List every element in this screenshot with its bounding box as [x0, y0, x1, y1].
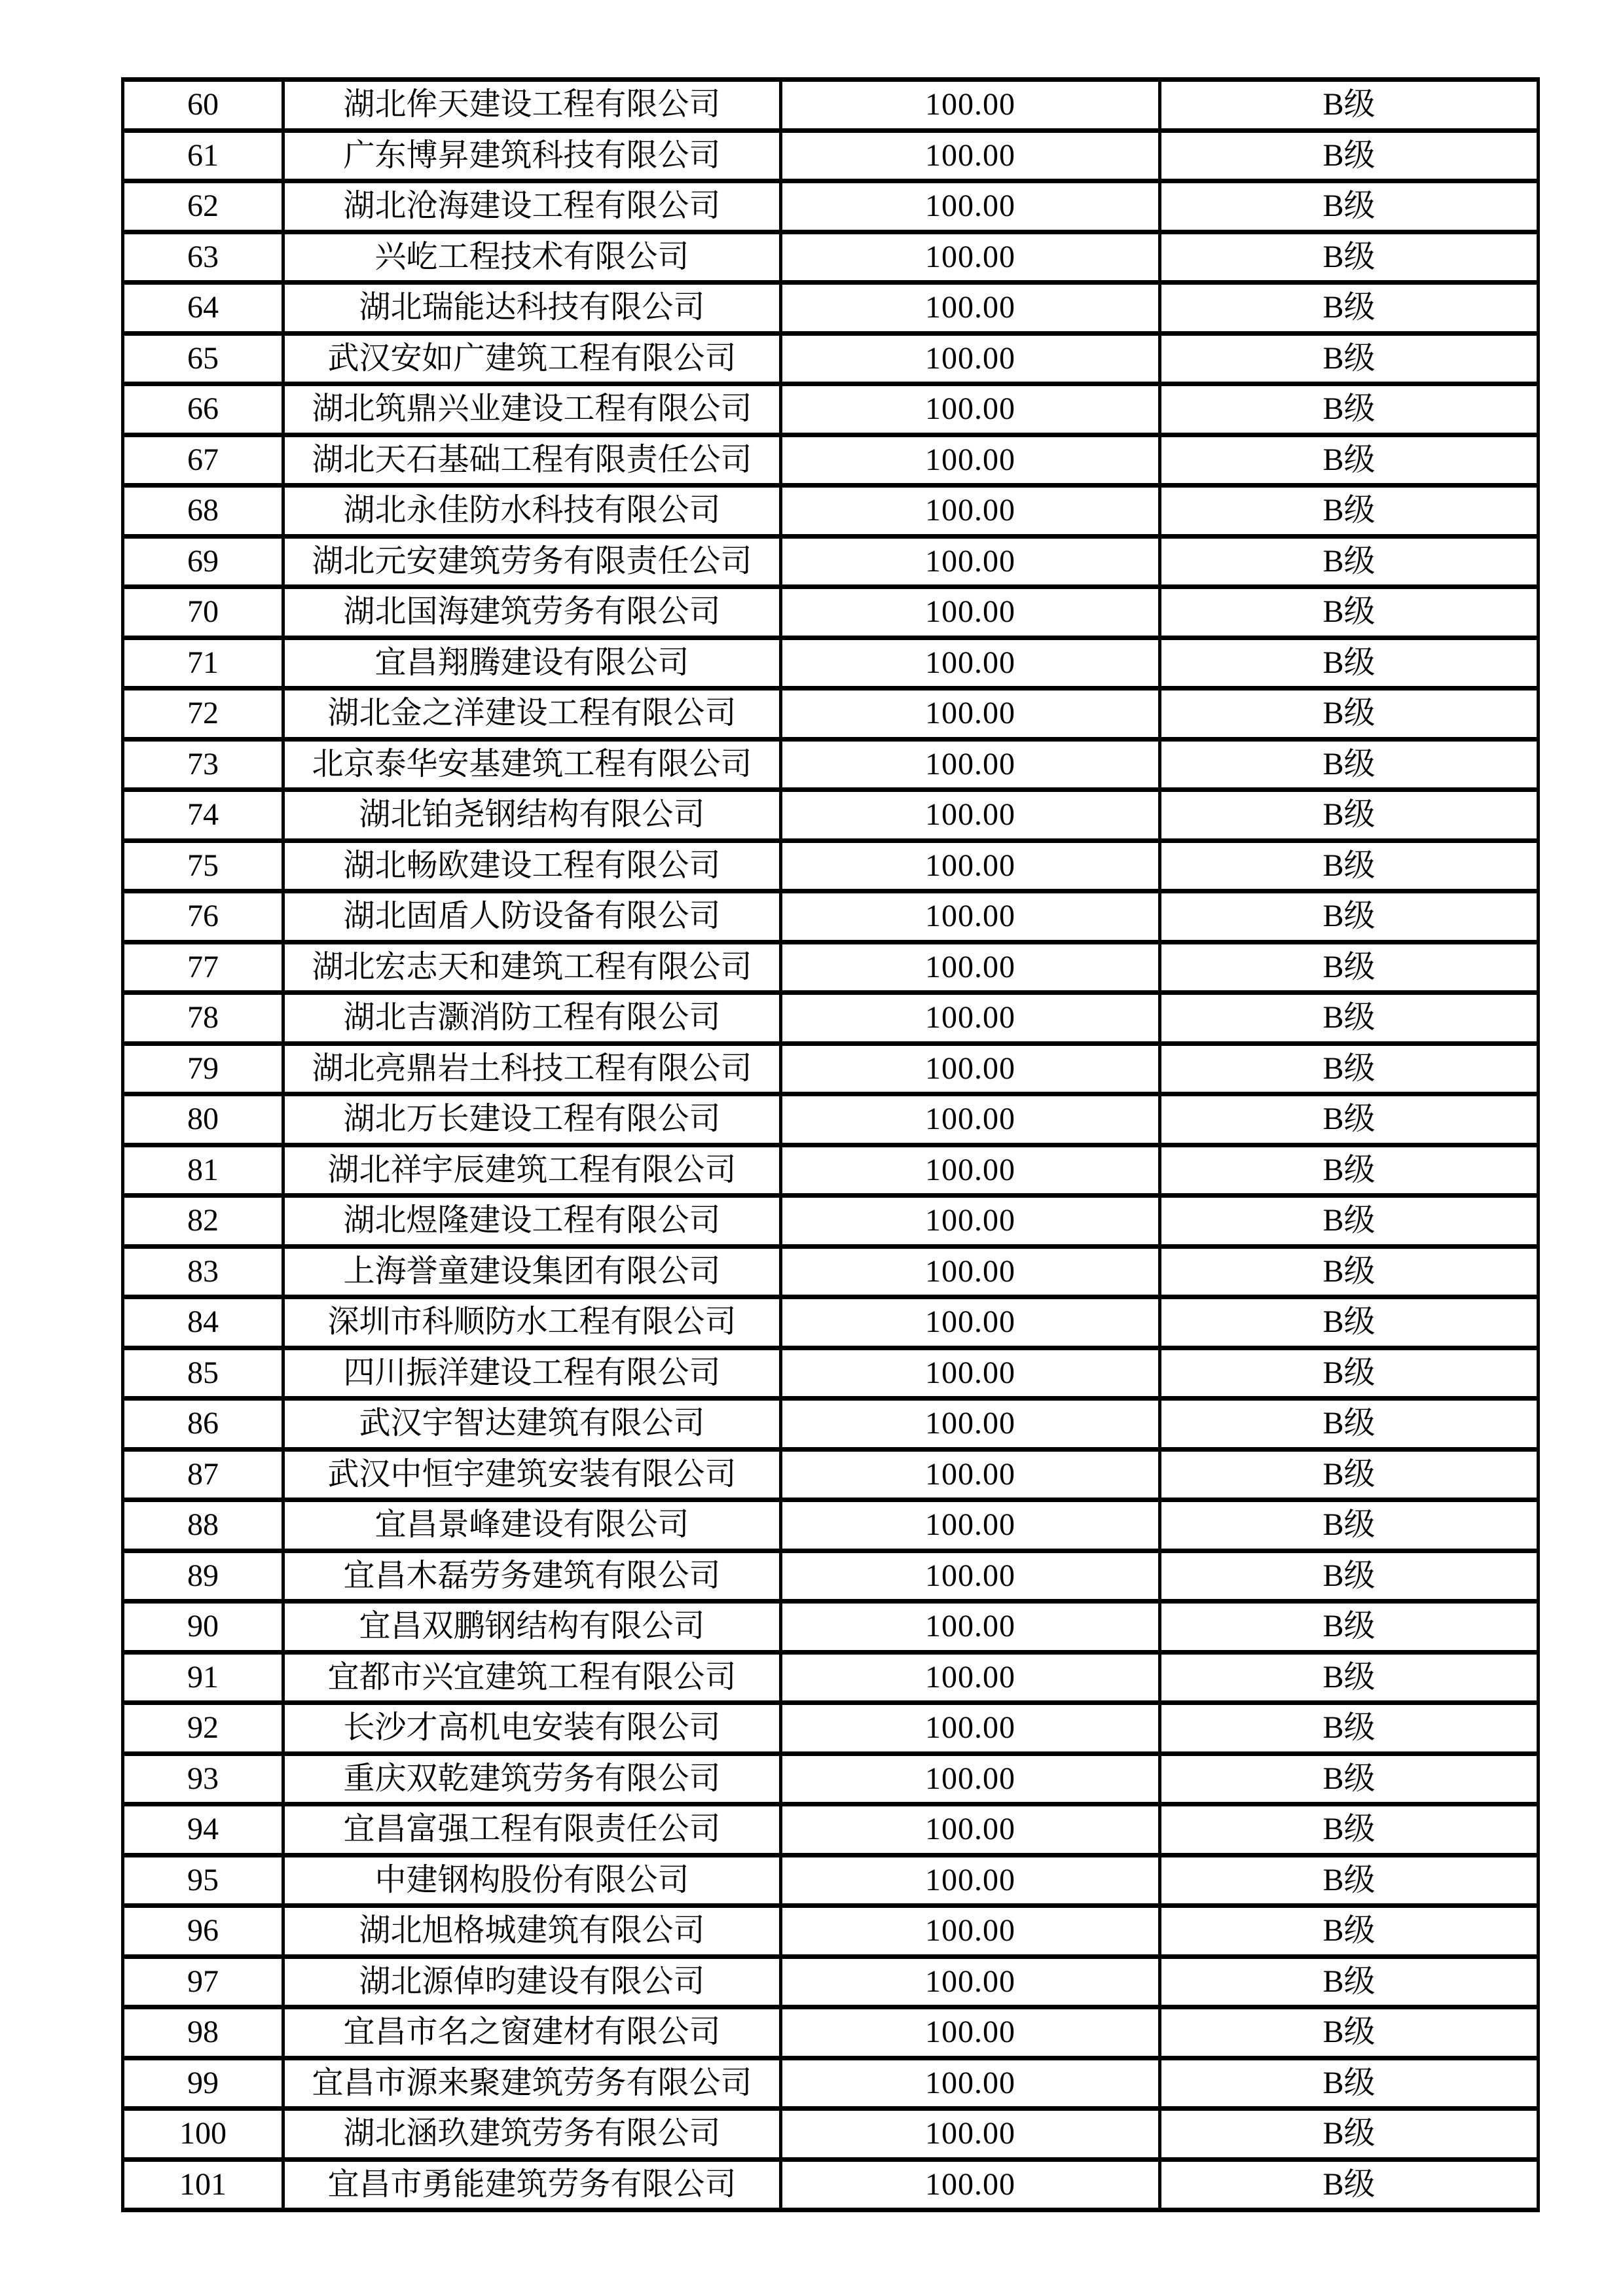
- cell-grade: B级: [1160, 283, 1539, 334]
- cell-score: 100.00: [781, 181, 1160, 232]
- cell-grade: B级: [1160, 1145, 1539, 1196]
- table-row: [123, 637, 1539, 689]
- cell-grade: B级: [1160, 790, 1539, 841]
- cell-score: 100.00: [781, 942, 1160, 993]
- cell-index: 76: [123, 891, 283, 942]
- cell-company-name: 武汉宇智达建筑有限公司: [283, 1399, 781, 1450]
- table-row: [123, 1500, 1539, 1551]
- cell-index: 91: [123, 1652, 283, 1703]
- cell-company-name: 中建钢构股份有限公司: [283, 1855, 781, 1906]
- table-row: [123, 1043, 1539, 1094]
- cell-company-name: 四川振洋建设工程有限公司: [283, 1348, 781, 1399]
- table-row: [123, 1855, 1539, 1906]
- cell-grade: B级: [1160, 181, 1539, 232]
- cell-index: 94: [123, 1804, 283, 1856]
- cell-index: 62: [123, 181, 283, 232]
- cell-index: 101: [123, 2159, 283, 2210]
- cell-grade: B级: [1160, 2007, 1539, 2058]
- cell-grade: B级: [1160, 333, 1539, 384]
- cell-score: 100.00: [781, 1399, 1160, 1450]
- cell-score: 100.00: [781, 2007, 1160, 2058]
- cell-grade: B级: [1160, 1855, 1539, 1906]
- cell-score: 100.00: [781, 1449, 1160, 1500]
- cell-grade: B级: [1160, 1703, 1539, 1754]
- cell-company-name: 湖北畅欧建设工程有限公司: [283, 840, 781, 891]
- table-row: [123, 1652, 1539, 1703]
- cell-company-name: 宜昌木磊劳务建筑有限公司: [283, 1551, 781, 1602]
- cell-company-name: 湖北元安建筑劳务有限责任公司: [283, 536, 781, 587]
- cell-company-name: 上海誉童建设集团有限公司: [283, 1246, 781, 1297]
- cell-company-name: 武汉中恒宇建筑安装有限公司: [283, 1449, 781, 1500]
- cell-grade: B级: [1160, 993, 1539, 1044]
- cell-score: 100.00: [781, 739, 1160, 790]
- cell-score: 100.00: [781, 1043, 1160, 1094]
- cell-score: 100.00: [781, 1196, 1160, 1247]
- cell-grade: B级: [1160, 1094, 1539, 1145]
- cell-index: 97: [123, 1956, 283, 2007]
- cell-company-name: 武汉安如广建筑工程有限公司: [283, 333, 781, 384]
- table-row: [123, 232, 1539, 283]
- cell-index: 85: [123, 1348, 283, 1399]
- cell-company-name: 宜都市兴宜建筑工程有限公司: [283, 1652, 781, 1703]
- table-row: [123, 993, 1539, 1044]
- cell-score: 100.00: [781, 1094, 1160, 1145]
- cell-company-name: 湖北万长建设工程有限公司: [283, 1094, 781, 1145]
- cell-company-name: 湖北祥宇辰建筑工程有限公司: [283, 1145, 781, 1196]
- cell-score: 100.00: [781, 1804, 1160, 1856]
- cell-index: 73: [123, 739, 283, 790]
- cell-company-name: 湖北亮鼎岩土科技工程有限公司: [283, 1043, 781, 1094]
- cell-score: 100.00: [781, 1602, 1160, 1653]
- cell-grade: B级: [1160, 2159, 1539, 2210]
- cell-score: 100.00: [781, 486, 1160, 537]
- cell-grade: B级: [1160, 1652, 1539, 1703]
- cell-index: 93: [123, 1753, 283, 1804]
- cell-score: 100.00: [781, 993, 1160, 1044]
- cell-company-name: 宜昌双鹏钢结构有限公司: [283, 1602, 781, 1653]
- table-row: [123, 1348, 1539, 1399]
- cell-company-name: 宜昌市勇能建筑劳务有限公司: [283, 2159, 781, 2210]
- cell-score: 100.00: [781, 891, 1160, 942]
- table-row: [123, 840, 1539, 891]
- cell-grade: B级: [1160, 486, 1539, 537]
- cell-grade: B级: [1160, 1551, 1539, 1602]
- cell-company-name: 湖北固盾人防设备有限公司: [283, 891, 781, 942]
- cell-grade: B级: [1160, 1956, 1539, 2007]
- cell-index: 60: [123, 80, 283, 131]
- cell-grade: B级: [1160, 1196, 1539, 1247]
- cell-score: 100.00: [781, 536, 1160, 587]
- cell-index: 69: [123, 536, 283, 587]
- company-rating-table: [121, 77, 1540, 2212]
- table-body: [123, 80, 1539, 2210]
- cell-company-name: 宜昌景峰建设有限公司: [283, 1500, 781, 1551]
- cell-index: 80: [123, 1094, 283, 1145]
- cell-index: 70: [123, 587, 283, 638]
- table-row: [123, 1449, 1539, 1500]
- cell-index: 100: [123, 2109, 283, 2160]
- cell-company-name: 北京泰华安基建筑工程有限公司: [283, 739, 781, 790]
- table-row: [123, 536, 1539, 587]
- table-row: [123, 1399, 1539, 1450]
- table-row: [123, 1094, 1539, 1145]
- cell-company-name: 湖北金之洋建设工程有限公司: [283, 689, 781, 740]
- cell-score: 100.00: [781, 1956, 1160, 2007]
- cell-index: 68: [123, 486, 283, 537]
- table-row: [123, 333, 1539, 384]
- table-row: [123, 1956, 1539, 2007]
- cell-company-name: 湖北铂尧钢结构有限公司: [283, 790, 781, 841]
- cell-grade: B级: [1160, 1602, 1539, 1653]
- table-row: [123, 1703, 1539, 1754]
- cell-grade: B级: [1160, 1906, 1539, 1957]
- cell-score: 100.00: [781, 1753, 1160, 1804]
- cell-score: 100.00: [781, 1348, 1160, 1399]
- cell-score: 100.00: [781, 840, 1160, 891]
- cell-score: 100.00: [781, 1652, 1160, 1703]
- cell-company-name: 湖北天石基础工程有限责任公司: [283, 435, 781, 486]
- cell-grade: B级: [1160, 232, 1539, 283]
- cell-company-name: 湖北沧海建设工程有限公司: [283, 181, 781, 232]
- cell-company-name: 湖北吉灏消防工程有限公司: [283, 993, 781, 1044]
- cell-index: 84: [123, 1297, 283, 1348]
- cell-grade: B级: [1160, 1246, 1539, 1297]
- cell-grade: B级: [1160, 1399, 1539, 1450]
- cell-index: 67: [123, 435, 283, 486]
- table-row: [123, 891, 1539, 942]
- cell-company-name: 宜昌市名之窗建材有限公司: [283, 2007, 781, 2058]
- cell-index: 81: [123, 1145, 283, 1196]
- cell-company-name: 宜昌市源来聚建筑劳务有限公司: [283, 2058, 781, 2109]
- table-row: [123, 1804, 1539, 1856]
- cell-index: 89: [123, 1551, 283, 1602]
- table-row: [123, 2007, 1539, 2058]
- cell-company-name: 重庆双乾建筑劳务有限公司: [283, 1753, 781, 1804]
- cell-index: 88: [123, 1500, 283, 1551]
- cell-grade: B级: [1160, 2058, 1539, 2109]
- cell-index: 72: [123, 689, 283, 740]
- table-row: [123, 1297, 1539, 1348]
- cell-score: 100.00: [781, 283, 1160, 334]
- cell-grade: B级: [1160, 1043, 1539, 1094]
- cell-grade: B级: [1160, 2109, 1539, 2160]
- cell-score: 100.00: [781, 1855, 1160, 1906]
- cell-company-name: 湖北涵玖建筑劳务有限公司: [283, 2109, 781, 2160]
- cell-index: 83: [123, 1246, 283, 1297]
- cell-index: 90: [123, 1602, 283, 1653]
- cell-grade: B级: [1160, 1753, 1539, 1804]
- cell-index: 74: [123, 790, 283, 841]
- cell-index: 92: [123, 1703, 283, 1754]
- cell-grade: B级: [1160, 587, 1539, 638]
- cell-grade: B级: [1160, 536, 1539, 587]
- table-row: [123, 181, 1539, 232]
- cell-grade: B级: [1160, 435, 1539, 486]
- cell-grade: B级: [1160, 80, 1539, 131]
- cell-index: 87: [123, 1449, 283, 1500]
- cell-index: 65: [123, 333, 283, 384]
- cell-company-name: 宜昌富强工程有限责任公司: [283, 1804, 781, 1856]
- cell-grade: B级: [1160, 891, 1539, 942]
- table-row: [123, 790, 1539, 841]
- table-row: [123, 1602, 1539, 1653]
- cell-index: 66: [123, 384, 283, 435]
- cell-score: 100.00: [781, 637, 1160, 689]
- cell-grade: B级: [1160, 840, 1539, 891]
- cell-company-name: 宜昌翔腾建设有限公司: [283, 637, 781, 689]
- cell-grade: B级: [1160, 1804, 1539, 1856]
- table-row: [123, 1145, 1539, 1196]
- table-row: [123, 689, 1539, 740]
- cell-grade: B级: [1160, 1297, 1539, 1348]
- cell-grade: B级: [1160, 942, 1539, 993]
- cell-score: 100.00: [781, 130, 1160, 181]
- table-row: [123, 1551, 1539, 1602]
- table-row: [123, 2109, 1539, 2160]
- cell-grade: B级: [1160, 689, 1539, 740]
- cell-company-name: 广东博昇建筑科技有限公司: [283, 130, 781, 181]
- table-row: [123, 1906, 1539, 1957]
- cell-grade: B级: [1160, 1500, 1539, 1551]
- cell-score: 100.00: [781, 2109, 1160, 2160]
- cell-grade: B级: [1160, 637, 1539, 689]
- table-row: [123, 942, 1539, 993]
- cell-index: 96: [123, 1906, 283, 1957]
- cell-company-name: 湖北永佳防水科技有限公司: [283, 486, 781, 537]
- cell-score: 100.00: [781, 2159, 1160, 2210]
- cell-grade: B级: [1160, 130, 1539, 181]
- table-row: [123, 486, 1539, 537]
- cell-index: 79: [123, 1043, 283, 1094]
- cell-grade: B级: [1160, 739, 1539, 790]
- table-row: [123, 2058, 1539, 2109]
- cell-company-name: 深圳市科顺防水工程有限公司: [283, 1297, 781, 1348]
- table-row: [123, 130, 1539, 181]
- cell-company-name: 长沙才高机电安装有限公司: [283, 1703, 781, 1754]
- cell-score: 100.00: [781, 790, 1160, 841]
- table-row: [123, 739, 1539, 790]
- table-row: [123, 2159, 1539, 2210]
- cell-company-name: 湖北煜隆建设工程有限公司: [283, 1196, 781, 1247]
- cell-index: 71: [123, 637, 283, 689]
- cell-score: 100.00: [781, 1246, 1160, 1297]
- cell-company-name: 湖北源倬昀建设有限公司: [283, 1956, 781, 2007]
- cell-index: 61: [123, 130, 283, 181]
- cell-score: 100.00: [781, 1500, 1160, 1551]
- cell-grade: B级: [1160, 1348, 1539, 1399]
- table-row: [123, 1753, 1539, 1804]
- cell-company-name: 湖北旭格城建筑有限公司: [283, 1906, 781, 1957]
- table-row: [123, 384, 1539, 435]
- cell-score: 100.00: [781, 80, 1160, 131]
- cell-company-name: 湖北瑞能达科技有限公司: [283, 283, 781, 334]
- cell-company-name: 兴屹工程技术有限公司: [283, 232, 781, 283]
- table-row: [123, 80, 1539, 131]
- cell-index: 63: [123, 232, 283, 283]
- cell-index: 78: [123, 993, 283, 1044]
- cell-index: 86: [123, 1399, 283, 1450]
- cell-company-name: 湖北国海建筑劳务有限公司: [283, 587, 781, 638]
- cell-index: 98: [123, 2007, 283, 2058]
- cell-index: 99: [123, 2058, 283, 2109]
- cell-score: 100.00: [781, 435, 1160, 486]
- table-row: [123, 1196, 1539, 1247]
- cell-score: 100.00: [781, 1551, 1160, 1602]
- cell-index: 82: [123, 1196, 283, 1247]
- cell-index: 95: [123, 1855, 283, 1906]
- cell-score: 100.00: [781, 333, 1160, 384]
- table-row: [123, 587, 1539, 638]
- cell-score: 100.00: [781, 2058, 1160, 2109]
- cell-index: 77: [123, 942, 283, 993]
- cell-company-name: 湖北侔天建设工程有限公司: [283, 80, 781, 131]
- table-row: [123, 283, 1539, 334]
- cell-score: 100.00: [781, 587, 1160, 638]
- cell-score: 100.00: [781, 689, 1160, 740]
- cell-grade: B级: [1160, 1449, 1539, 1500]
- cell-score: 100.00: [781, 232, 1160, 283]
- cell-company-name: 湖北宏志天和建筑工程有限公司: [283, 942, 781, 993]
- table-row: [123, 435, 1539, 486]
- cell-index: 75: [123, 840, 283, 891]
- cell-company-name: 湖北筑鼎兴业建设工程有限公司: [283, 384, 781, 435]
- cell-score: 100.00: [781, 1906, 1160, 1957]
- cell-score: 100.00: [781, 384, 1160, 435]
- cell-score: 100.00: [781, 1703, 1160, 1754]
- cell-grade: B级: [1160, 384, 1539, 435]
- table-row: [123, 1246, 1539, 1297]
- cell-score: 100.00: [781, 1145, 1160, 1196]
- cell-score: 100.00: [781, 1297, 1160, 1348]
- cell-index: 64: [123, 283, 283, 334]
